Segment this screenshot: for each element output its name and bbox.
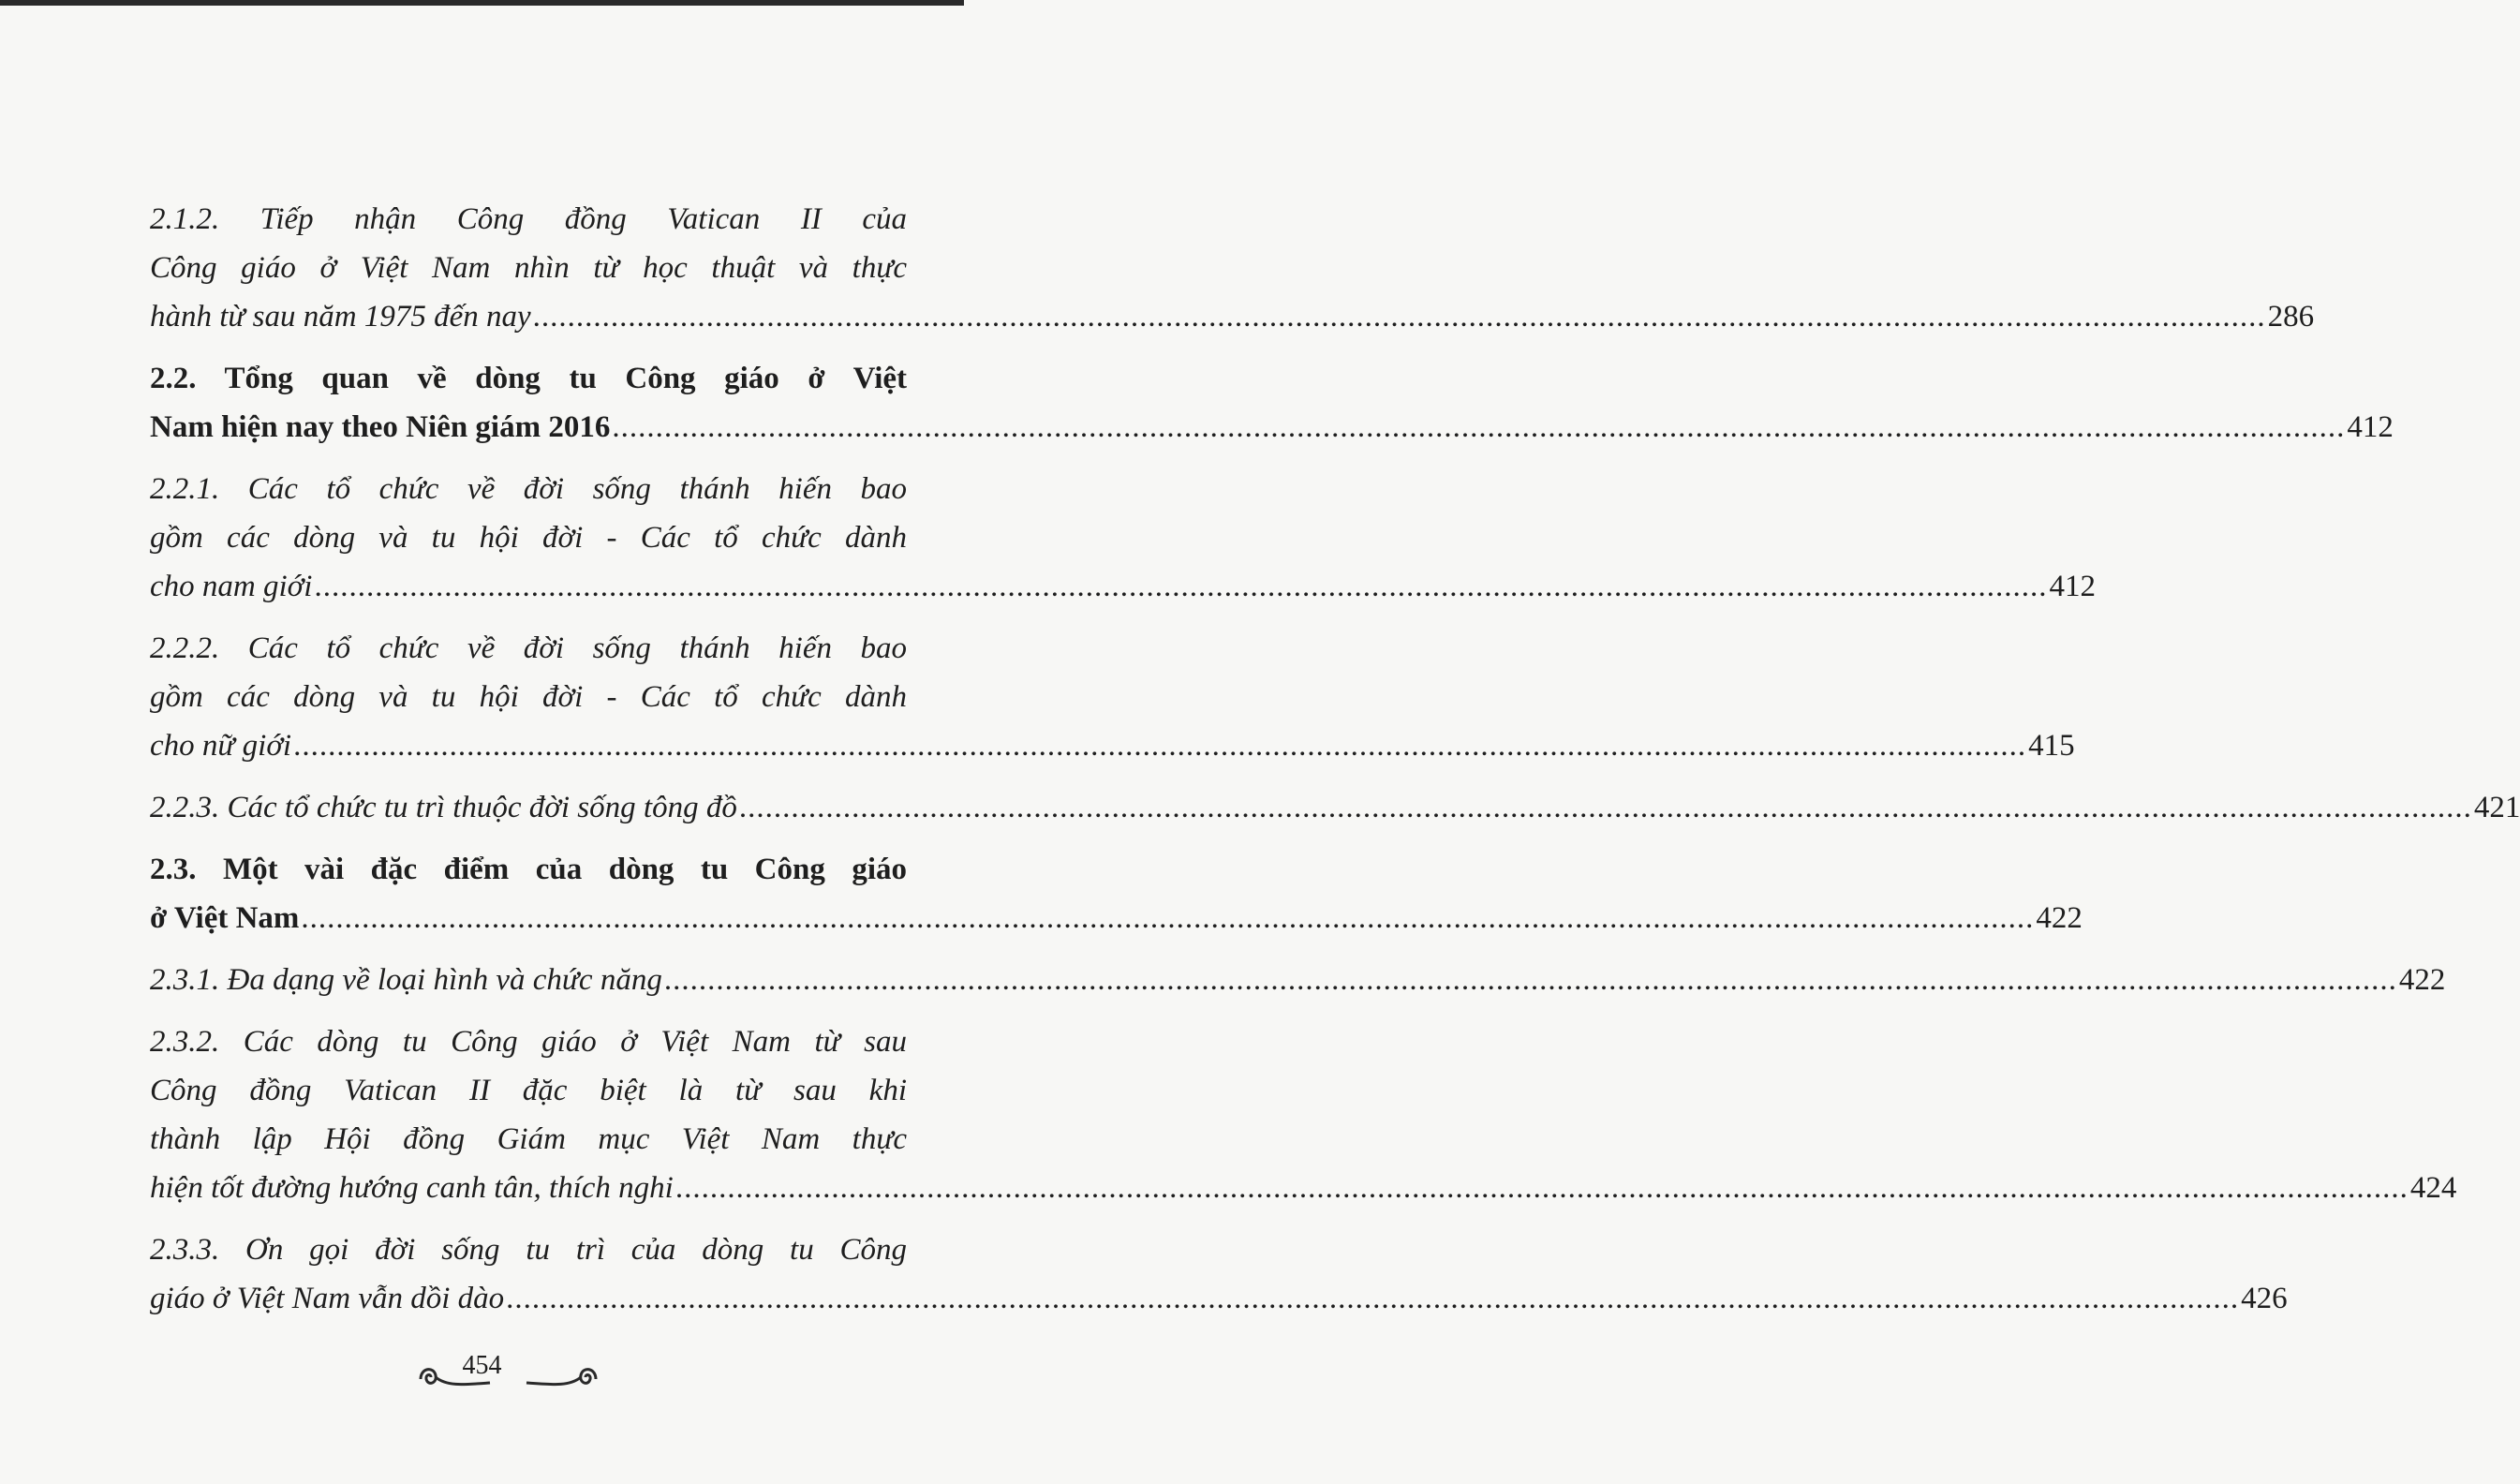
toc-page-number: 424: [2409, 1171, 2457, 1205]
toc-page-number: 422: [2036, 901, 2083, 935]
toc-subsection-entry: [150, 956, 2446, 1004]
toc-entry-last-line: [150, 894, 2083, 942]
toc-entry-last-line: [150, 956, 2446, 1004]
toc-page-number: 426: [2241, 1282, 2288, 1315]
toc-page-number: 421: [2473, 791, 2520, 824]
leader-dots: ........................................................................................................................................................................................................: [738, 791, 2472, 824]
toc-entry-line: gồm các dòng và tu hội đời - Các tổ chức dành: [150, 521, 907, 555]
leader-dots: ........................................................................................................................................................................................................: [506, 1282, 2240, 1315]
toc-entry-line: 2.2. Tổng quan về dòng tu Công giáo ở Việt: [150, 362, 907, 395]
toc-entry-last-line: [150, 1164, 2457, 1212]
leader-dots: ........................................................................................................................................................................................................: [674, 1171, 2409, 1205]
toc-entry-line: 2.3.3. Ơn gọi đời sống tu trì của dòng tu Công: [150, 1233, 907, 1267]
toc-entry-line: Công giáo ở Việt Nam nhìn từ học thuật và thực: [150, 251, 907, 285]
toc-entry-line: 2.2.1. Các tổ chức về đời sống thánh hiến bao: [150, 472, 907, 506]
leader-dots: ........................................................................................................................................................................................................: [314, 570, 2048, 603]
toc-entry-line: 2.2.2. Các tổ chức về đời sống thánh hiến bao: [150, 631, 907, 665]
page-number: 454: [462, 1351, 502, 1380]
toc-entry-title-end: hiện tốt đường hướng canh tân, thích nghi: [150, 1171, 674, 1205]
toc-subsection-entry: [150, 624, 2075, 770]
table-of-contents: [150, 195, 2520, 1336]
toc-entry-last-line: [150, 562, 2096, 611]
toc-subsection-entry: [150, 465, 2096, 611]
toc-entry-line: 2.3.2. Các dòng tu Công giáo ở Việt Nam từ sau: [150, 1025, 907, 1059]
leader-dots: ........................................................................................................................................................................................................: [663, 963, 2397, 997]
toc-entry-line: thành lập Hội đồng Giám mục Việt Nam thực: [150, 1122, 907, 1156]
toc-entry-line: Công đồng Vatican II đặc biệt là từ sau khi: [150, 1074, 907, 1107]
toc-page-number: 422: [2398, 963, 2446, 997]
page-footer: [0, 1349, 964, 1405]
toc-section-entry: [150, 845, 2083, 942]
page-top-edge: [0, 0, 964, 6]
toc-entry-line: 2.1.2. Tiếp nhận Công đồng Vatican II của: [150, 202, 907, 236]
leader-dots: ........................................................................................................................................................................................................: [532, 300, 2266, 334]
toc-entry-title-end: cho nam giới: [150, 570, 313, 603]
toc-entry-title-end: hành từ sau năm 1975 đến nay: [150, 300, 531, 334]
toc-page-number: 412: [2049, 570, 2096, 603]
toc-entry-title-end: Nam hiện nay theo Niên giám 2016: [150, 410, 611, 444]
toc-entry-title-end: ở Việt Nam: [150, 901, 300, 935]
toc-entry-title-end: 2.3.1. Đa dạng về loại hình và chức năng: [150, 963, 662, 997]
toc-entry-last-line: [150, 292, 2315, 341]
toc-subsection-entry: [150, 783, 2520, 832]
toc-page-number: 415: [2028, 729, 2075, 763]
toc-page-number: 286: [2267, 300, 2315, 334]
toc-entry-title-end: cho nữ giới: [150, 729, 292, 763]
toc-entry-line: 2.3. Một vài đặc điểm của dòng tu Công giáo: [150, 853, 907, 886]
leader-dots: ........................................................................................................................................................................................................: [293, 729, 2027, 763]
leader-dots: ........................................................................................................................................................................................................: [612, 410, 2346, 444]
toc-entry-last-line: [150, 721, 2075, 770]
toc-entry-last-line: [150, 1274, 2288, 1323]
toc-entry-last-line: [150, 783, 2520, 832]
toc-entry-title-end: 2.2.3. Các tổ chức tu trì thuộc đời sống tông đồ: [150, 791, 737, 824]
toc-page-number: 412: [2347, 410, 2394, 444]
toc-entry-last-line: [150, 403, 2394, 452]
toc-entry-line: gồm các dòng và tu hội đời - Các tổ chức dành: [150, 680, 907, 714]
toc-subsection-entry: [150, 1225, 2288, 1323]
toc-section-entry: [150, 354, 2394, 452]
leader-dots: ........................................................................................................................................................................................................: [301, 901, 2035, 935]
toc-subsection-entry: [150, 195, 2315, 341]
toc-subsection-entry: [150, 1017, 2457, 1212]
toc-entry-title-end: giáo ở Việt Nam vẫn dồi dào: [150, 1282, 505, 1315]
